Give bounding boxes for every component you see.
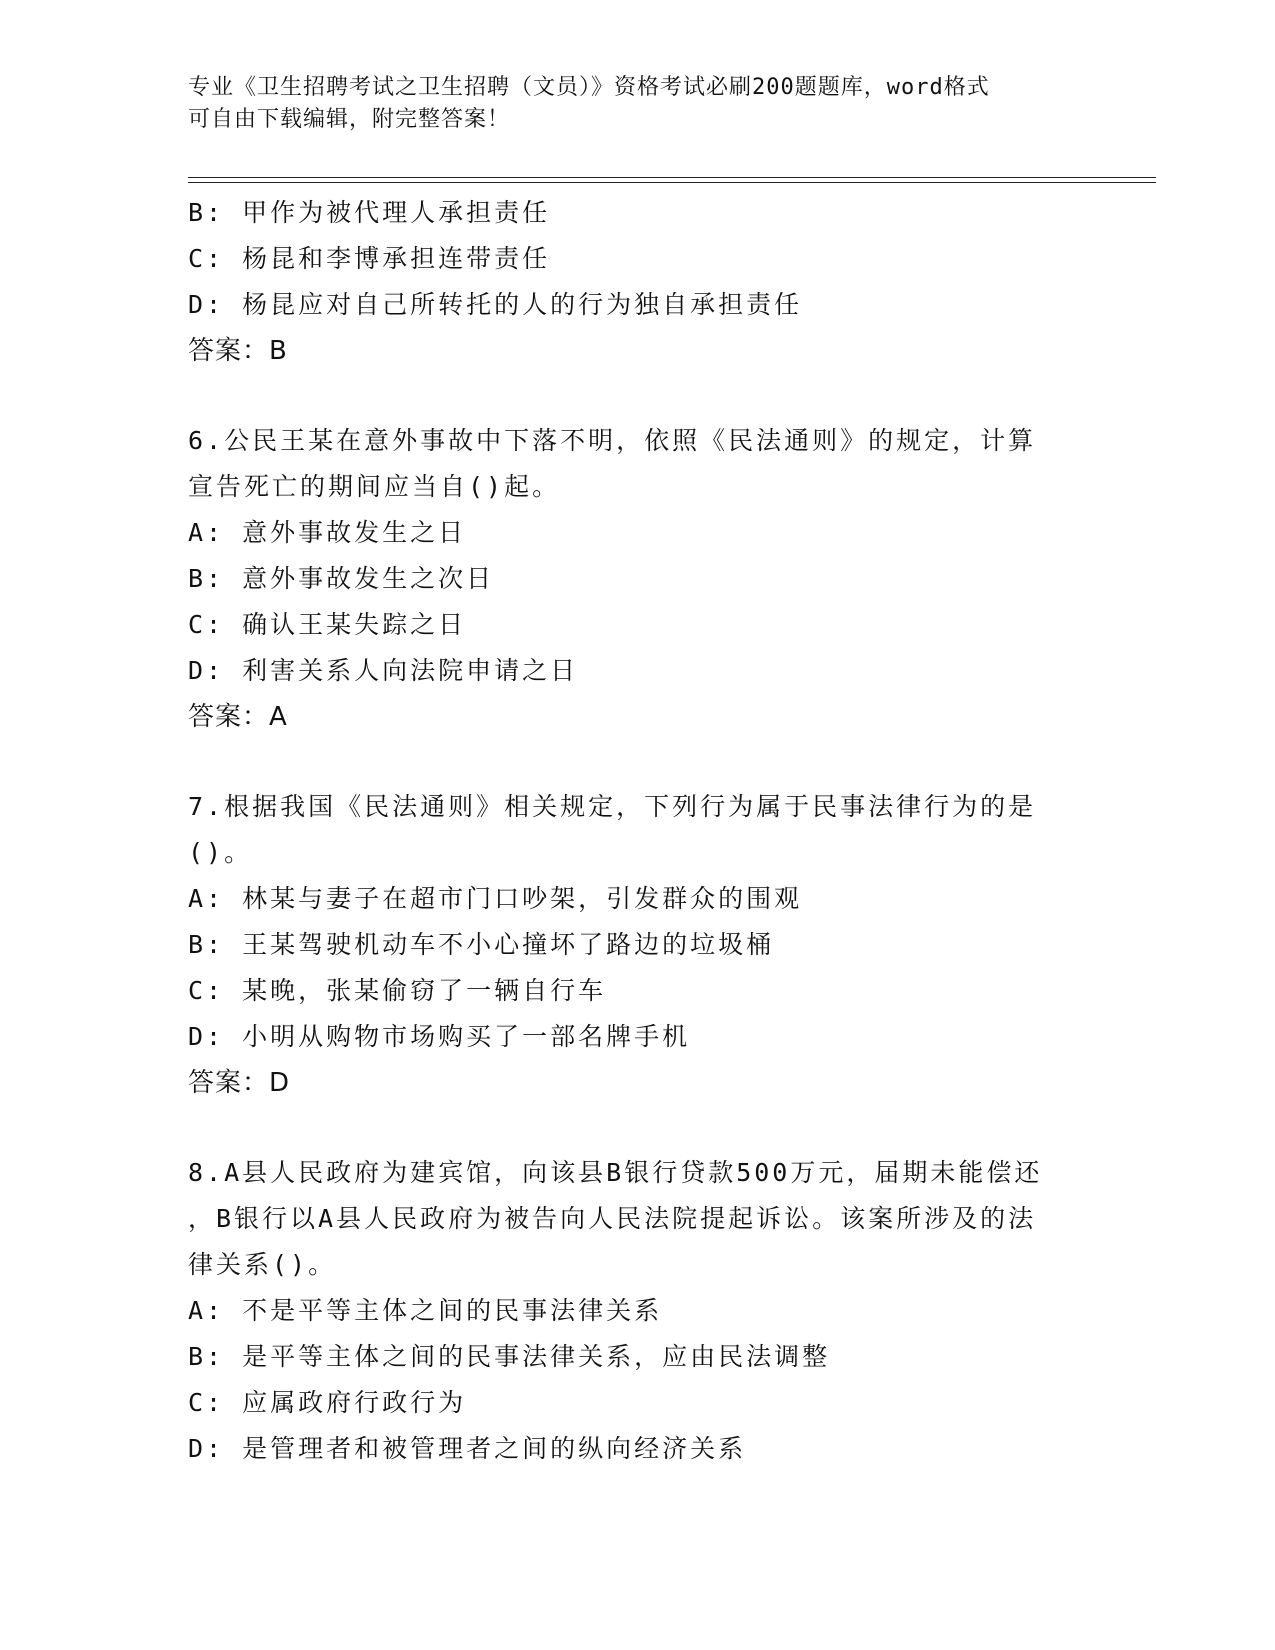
question-stem-line: ()。 (188, 838, 253, 867)
option-c: C: 杨昆和李博承担连带责任 (188, 244, 551, 273)
option-c: C: 确认王某失踪之日 (188, 610, 467, 639)
header-line-1: 专业《卫生招聘考试之卫生招聘（文员）》资格考试必刷200题题库，word格式 (188, 75, 990, 100)
question-5 (188, 190, 1088, 374)
option-b: B: 甲作为被代理人承担责任 (188, 198, 551, 227)
option-b: B: 意外事故发生之次日 (188, 564, 495, 593)
header-divider-top (188, 177, 1156, 178)
option-a: A: 意外事故发生之日 (188, 518, 467, 547)
answer: 答案：A (188, 702, 288, 732)
header-divider-bottom (188, 182, 1156, 183)
question-stem-line: 7.根据我国《民法通则》相关规定，下列行为属于民事法律行为的是 (188, 792, 1037, 821)
option-b: B: 是平等主体之间的民事法律关系，应由民法调整 (188, 1342, 831, 1371)
answer: 答案：D (188, 1068, 291, 1098)
option-d: D: 杨昆应对自己所转托的人的行为独自承担责任 (188, 290, 803, 319)
option-a: A: 不是平等主体之间的民事法律关系 (188, 1296, 663, 1325)
option-d: D: 是管理者和被管理者之间的纵向经济关系 (188, 1434, 747, 1463)
option-c: C: 某晚，张某偷窃了一辆自行车 (188, 976, 607, 1005)
question-stem-line: 律关系()。 (188, 1250, 337, 1279)
option-b: B: 王某驾驶机动车不小心撞坏了路边的垃圾桶 (188, 930, 775, 959)
question-stem-line: 6.公民王某在意外事故中下落不明，依照《民法通则》的规定，计算 (188, 426, 1037, 455)
answer: 答案：B (188, 336, 288, 366)
question-stem-line: ，B银行以A县人民政府为被告向人民法院提起诉讼。该案所涉及的法 (188, 1204, 1037, 1233)
option-d: D: 利害关系人向法院申请之日 (188, 656, 579, 685)
question-8 (188, 1150, 1088, 1472)
header-line-2: 可自由下载编辑，附完整答案！ (188, 107, 511, 132)
option-c: C: 应属政府行政行为 (188, 1388, 467, 1417)
option-d: D: 小明从购物市场购买了一部名牌手机 (188, 1022, 691, 1051)
question-stem-line: 宣告死亡的期间应当自()起。 (188, 472, 561, 501)
question-stem-line: 8.A县人民政府为建宾馆，向该县B银行贷款500万元，届期未能偿还 (188, 1158, 1043, 1187)
question-7 (188, 784, 1088, 1106)
question-list (188, 190, 1088, 1472)
option-a: A: 林某与妻子在超市门口吵架，引发群众的围观 (188, 884, 803, 913)
document-header (188, 72, 1088, 136)
question-6 (188, 418, 1088, 740)
